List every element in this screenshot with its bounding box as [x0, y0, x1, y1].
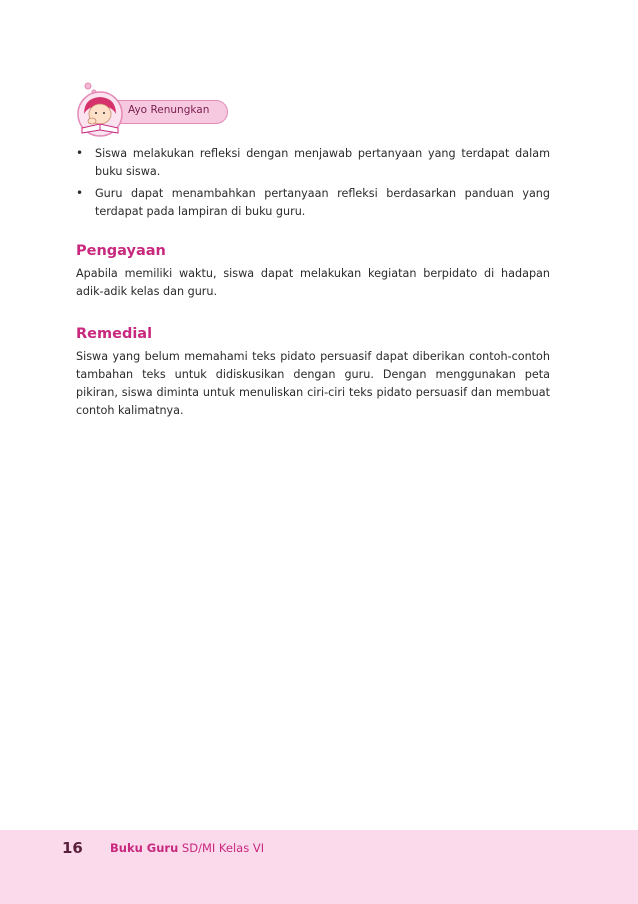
bullet-dot: •: [76, 146, 84, 160]
bullet-dot: •: [76, 186, 84, 200]
book-title: [110, 841, 264, 855]
reflection-list: [76, 145, 550, 225]
list-item: [76, 145, 550, 180]
remedial-text: Siswa yang belum memahami teks pidato persuasif dapat diberikan contoh-contoh tambahan teks untuk didiskusikan dengan guru. Dengan menggunakan peta pikiran, siswa diminta untuk menuliskan ciri-ciri teks pidato persuasif dan membuat contoh kalimatnya.: [76, 350, 550, 417]
book-title-rest: SD/MI Kelas VI: [178, 841, 265, 855]
list-item-text: Siswa melakukan refleksi dengan menjawab pertanyaan yang terdapat dalam buku siswa.: [95, 147, 550, 178]
list-item-text: Guru dapat menambahkan pertanyaan refleksi berdasarkan panduan yang terdapat pada lampiran di buku guru.: [95, 187, 550, 218]
page-number: 16: [62, 839, 83, 857]
list-item: [76, 185, 550, 220]
pengayaan-heading: Pengayaan: [76, 243, 166, 259]
badge-label: Ayo Renungkan: [128, 104, 210, 116]
page-footer: [0, 830, 638, 904]
reflecting-girl-icon: [70, 80, 132, 138]
ayo-renungkan-badge: [70, 80, 230, 138]
remedial-heading: Remedial: [76, 326, 153, 342]
pengayaan-text: Apabila memiliki waktu, siswa dapat melakukan kegiatan berpidato di hadapan adik-adik kelas dan guru.: [76, 267, 550, 298]
book-title-bold: Buku Guru: [110, 841, 179, 855]
